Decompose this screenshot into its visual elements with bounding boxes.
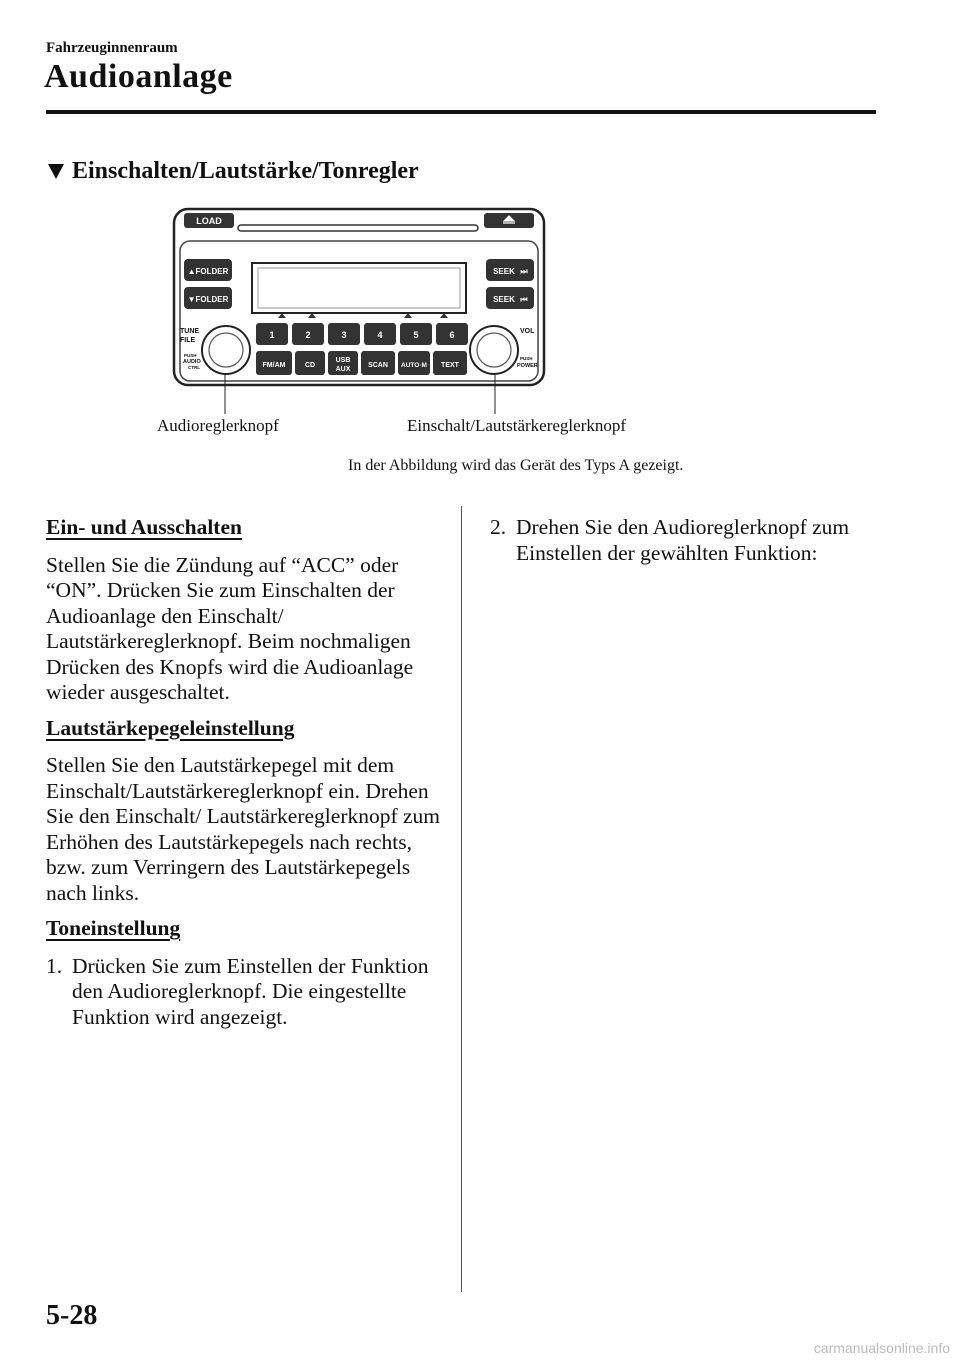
step-1 — [46, 954, 446, 1031]
figure-note: In der Abbildung wird das Gerät des Typs A gezeigt. — [348, 457, 684, 474]
seek-next-button — [486, 259, 534, 281]
push-left-label: PUSH — [184, 353, 197, 358]
preset-1-label: 1 — [269, 330, 275, 340]
scan-label: SCAN — [368, 362, 388, 369]
folder-down-button — [184, 287, 232, 309]
column-divider — [461, 506, 462, 1292]
cd-slot — [238, 225, 478, 231]
folder-up-label: ▲FOLDER — [187, 267, 229, 276]
push-right-label: PUSH — [520, 356, 533, 361]
seek-prev-label: SEEK — [493, 295, 515, 304]
step-2-text: Drehen Sie den Audioreglerknopf zum Einstellen der gewählten Funktion: — [516, 515, 850, 565]
callout-power-volume-knob: Einschalt/Lautstärkereglerknopf — [407, 416, 627, 435]
folder-down-label: ▼FOLDER — [187, 295, 229, 304]
right-column — [490, 515, 890, 566]
seek-prev-button — [486, 287, 534, 309]
skip-prev-icon: ⏮ — [520, 295, 528, 304]
audio-label: AUDIO — [183, 359, 201, 365]
file-label: FILE — [180, 337, 196, 344]
auto-m-label: AUTO·M — [401, 362, 427, 369]
audio-unit-illustration — [170, 205, 550, 390]
ctrl-label: CTRL — [188, 365, 200, 370]
preset-6-label: 6 — [449, 330, 455, 340]
eject-button — [484, 213, 534, 228]
cd-label: CD — [304, 362, 316, 369]
subheading-on-off: Ein- und Ausschalten — [46, 515, 242, 539]
subheading-volume: Lautstärkepegeleinstellung — [46, 715, 295, 740]
paragraph-on-off: Stellen Sie die Zündung auf “ACC” oder “ON”. Drücken Sie zum Einschalten der Audioanlage den Einschalt/ Lautstärkereglerknopf. Beim nochmaligen Drücken des Knopfs wird die Audioanlage wieder ausgeschaltet. — [46, 552, 414, 704]
right-leader-extension — [494, 390, 496, 414]
usb-label: USB — [335, 357, 351, 364]
section-kicker: Fahrzeuginnenraum — [46, 40, 178, 56]
load-button — [184, 213, 234, 228]
page-title: Audioanlage — [44, 58, 233, 95]
load-label: LOAD — [196, 216, 222, 226]
left-leader-extension — [224, 390, 226, 414]
page-number: 5-28 — [46, 1300, 98, 1331]
text-button-label: TEXT — [441, 362, 459, 369]
step-2 — [490, 515, 890, 566]
paragraph-volume: Stellen Sie den Lautstärkepegel mit dem Einschalt/Lautstärkereglerknopf ein. Drehen Sie den Einschalt/ Lautstärkereglerknopf zum Erhöhen des Lautstärkepegels nach rechts, bzw. zum Verringern des Lautstärkepegels nach links. — [46, 753, 441, 905]
title-rule — [46, 110, 876, 114]
step-1-number: 1. — [46, 953, 63, 978]
tune-label: TUNE — [180, 328, 200, 335]
section-heading-text: Einschalten/Lautstärke/Tonregler — [72, 158, 419, 184]
folder-up-button — [184, 259, 232, 281]
down-triangle-icon — [48, 164, 64, 179]
aux-label: AUX — [335, 366, 351, 373]
power-label: POWER — [517, 363, 538, 369]
display-screen — [252, 263, 466, 313]
callout-audio-knob: Audioreglerknopf — [157, 416, 279, 435]
preset-5-label: 5 — [413, 330, 419, 340]
preset-2-label: 2 — [305, 330, 311, 340]
step-1-text: Drücken Sie zum Einstellen der Funktion den Audioreglerknopf. Die eingestellte Funktion wird angezeigt. — [72, 953, 429, 1029]
skip-next-icon: ⏭ — [520, 267, 528, 276]
section-heading — [48, 158, 419, 185]
seek-next-label: SEEK — [493, 267, 515, 276]
step-2-number: 2. — [490, 515, 507, 539]
vol-label: VOL — [520, 328, 535, 335]
fm-am-label: FM/AM — [262, 362, 286, 369]
preset-3-label: 3 — [341, 330, 347, 340]
left-column — [46, 515, 446, 1030]
function-buttons — [256, 351, 467, 375]
subheading-tone: Toneinstellung — [46, 916, 181, 940]
preset-4-label: 4 — [377, 330, 383, 340]
watermark: carmanualsonline.info — [813, 1340, 950, 1356]
